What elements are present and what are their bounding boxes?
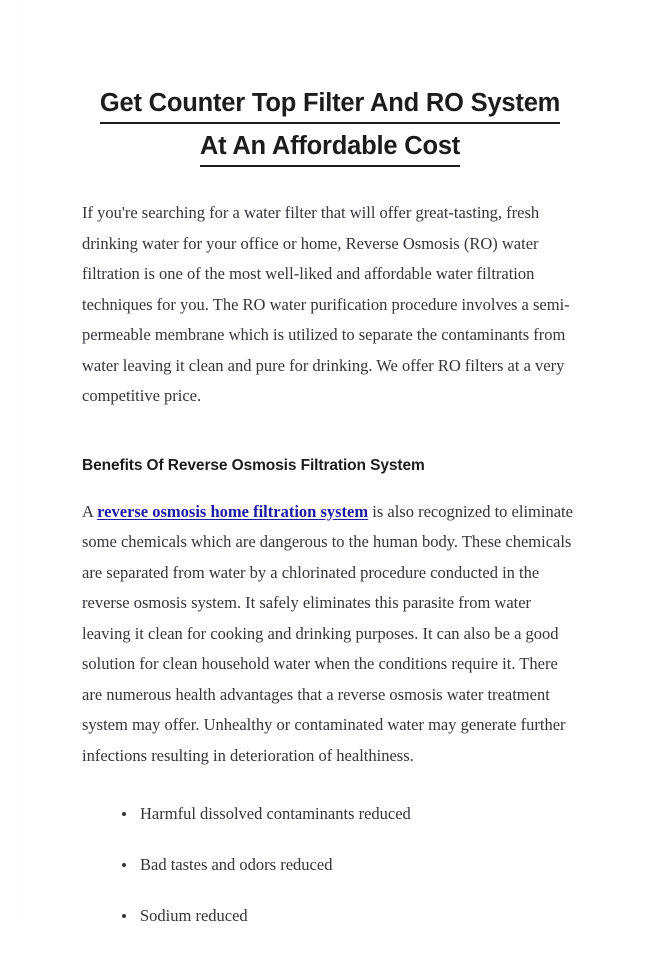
page-title <box>82 0 578 167</box>
list-item-label: Harmful dissolved contaminants reduced <box>140 804 411 823</box>
list-item <box>82 906 578 926</box>
section-heading-benefits: Benefits Of Reverse Osmosis Filtration System <box>82 456 425 474</box>
list-item-label: Bad tastes and odors reduced <box>140 855 333 874</box>
page-title-line-2: At An Affordable Cost <box>200 129 460 167</box>
benefits-paragraph <box>82 497 578 772</box>
benefits-lead-text: A <box>82 501 98 521</box>
list-item-label: Sodium reduced <box>140 906 248 925</box>
page-title-line-1: Get Counter Top Filter And RO System <box>100 86 560 124</box>
list-item <box>82 804 578 824</box>
list-item <box>82 855 578 875</box>
reverse-osmosis-home-filtration-system-link[interactable]: reverse osmosis home filtration system <box>97 501 369 521</box>
bullet-dot-icon <box>122 914 126 918</box>
document-content <box>82 0 578 957</box>
benefits-rest-text: is also recognized to eliminate some chemicals which are dangerous to the human body. These chemicals are separated from water by a chlorinated procedure conducted in the reverse osmosis system. It safely eliminates this parasite from water leaving it clean for cooking and drinking purposes. It can also be a good solution for clean household water when the conditions require it. There are numerous health advantages that a reverse osmosis water treatment system may offer. Unhealthy or contaminated water may generate further infections resulting in deterioration of healthiness. <box>82 501 573 765</box>
bullet-dot-icon <box>122 812 126 816</box>
benefits-bullet-list <box>82 771 578 926</box>
page-left-edge-line <box>22 0 23 920</box>
intro-paragraph: If you're searching for a water filter that will offer great-tasting, fresh drinking water for your office or home, Reverse Osmosis (RO) water filtration is one of the most well-liked and affordable water filtration techniques for you. The RO water purification procedure involves a semi-permeable membrane which is utilized to separate the contaminants from water leaving it clean and pure for drinking. We offer RO filters at a very competitive price. <box>82 203 570 405</box>
bullet-dot-icon <box>122 863 126 867</box>
